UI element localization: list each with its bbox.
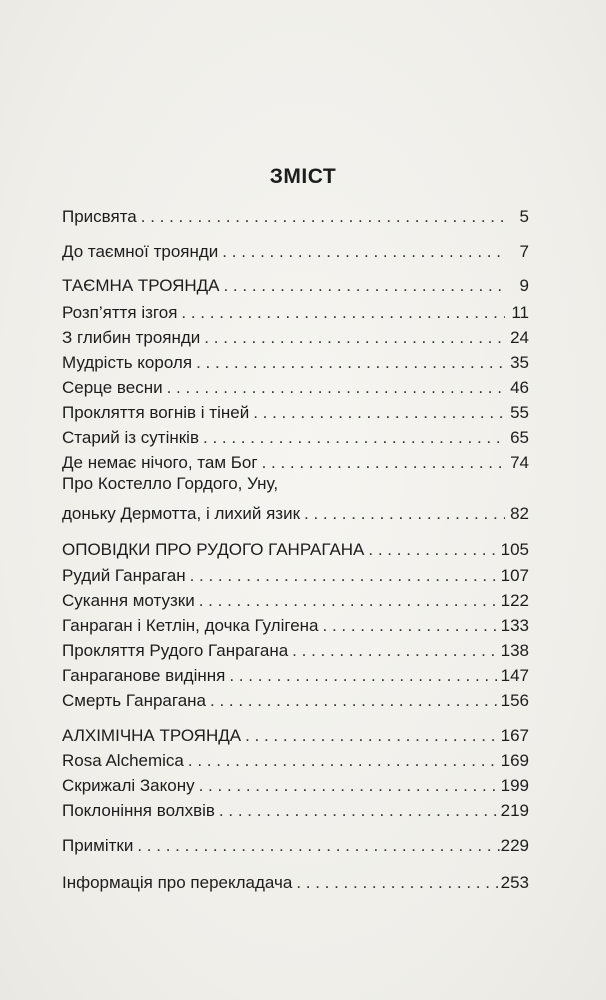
toc-entry-title: Скрижалі Закону	[62, 776, 195, 795]
toc-entry-title: З глибин троянди	[62, 328, 201, 347]
toc-entry-page: 167	[500, 726, 529, 745]
toc-entry-page: 147	[500, 666, 529, 685]
toc-leader-dots	[215, 801, 501, 821]
toc-entry	[62, 299, 529, 323]
toc-leader-dots	[364, 540, 500, 560]
toc-leader-dots	[319, 616, 501, 636]
toc-leader-dots	[206, 691, 501, 711]
toc-entry	[62, 832, 529, 856]
toc-entry-page: 156	[500, 691, 529, 710]
toc-entry	[62, 797, 529, 821]
toc-entry	[62, 324, 529, 348]
toc-leader-dots	[200, 328, 505, 348]
toc-entry-title: ТАЄМНА ТРОЯНДА	[62, 276, 220, 295]
toc-entry-title: Мудрість короля	[62, 353, 193, 372]
toc-leader-dots	[288, 641, 500, 661]
toc-entry-page: 9	[519, 276, 529, 295]
toc-entry-page: 24	[510, 328, 529, 347]
toc-entry-page: 7	[519, 242, 529, 261]
toc-entry-page: 199	[500, 776, 529, 795]
toc-leader-dots	[218, 242, 505, 262]
toc-leader-dots	[195, 591, 501, 611]
toc-leader-dots	[137, 207, 505, 227]
toc-entry	[62, 662, 529, 686]
toc-entry	[62, 687, 529, 711]
toc-section-heading	[62, 722, 529, 746]
toc-leader-dots	[177, 303, 505, 323]
toc-entry-title: ОПОВІДКИ ПРО РУДОГО ГАНРАГАНА	[62, 540, 365, 559]
toc-entry	[62, 349, 529, 373]
page-title: ЗМІСТ	[269, 165, 337, 188]
toc-entry	[62, 424, 529, 448]
toc-entry-page: 65	[510, 428, 529, 447]
toc-entry-title: Присвята	[62, 207, 137, 226]
toc-leader-dots	[219, 276, 505, 296]
toc-entry-title: Розп’яття ізгоя	[62, 303, 178, 322]
toc-entry-page: 82	[510, 504, 529, 523]
toc-entry-title: Де немає нічого, там Бог	[62, 453, 258, 472]
toc-entry-title: Сукання мотузки	[62, 591, 195, 610]
toc-entry-page: 138	[500, 641, 529, 660]
toc-entry-title: Старий із сутінків	[62, 428, 199, 447]
toc-entry-page: 35	[510, 353, 529, 372]
toc-entry-title: Ганраганове видіння	[62, 666, 226, 685]
toc-entry	[62, 562, 529, 586]
toc-entry-title-line1: Про Костелло Гордого, Уну,	[62, 474, 279, 493]
toc-entry-page: 107	[500, 566, 529, 585]
toc-leader-dots	[249, 403, 505, 423]
toc-entry	[62, 238, 529, 262]
toc-entry	[62, 772, 529, 796]
toc-entry-title: доньку Дермотта, і лихий язик	[62, 504, 301, 523]
toc-entry	[62, 399, 529, 423]
toc-entry	[62, 869, 529, 893]
toc-entry-title: АЛХІМІЧНА ТРОЯНДА	[62, 726, 242, 745]
toc-entry-page: 253	[500, 873, 529, 892]
toc-leader-dots	[258, 453, 505, 473]
toc-entry-page: 74	[510, 453, 529, 472]
toc-leader-dots	[225, 666, 500, 686]
toc-entry-title: До таємної троянди	[62, 242, 219, 261]
toc-entry	[62, 203, 529, 227]
toc-entry-title: Примітки	[62, 836, 134, 855]
toc-entry-page: 5	[519, 207, 529, 226]
toc-entry	[62, 449, 529, 473]
toc-section-heading	[62, 272, 529, 296]
toc-leader-dots	[241, 726, 501, 746]
toc-entry-page: 219	[500, 801, 529, 820]
toc-leader-dots	[199, 428, 505, 448]
toc-leader-dots	[195, 776, 501, 796]
toc-section-heading	[62, 536, 529, 560]
toc-leader-dots	[292, 873, 500, 893]
toc-entry-page: 46	[510, 378, 529, 397]
toc-entry-title: Інформація про перекладача	[62, 873, 293, 892]
toc-leader-dots	[300, 504, 505, 524]
toc-entry	[62, 374, 529, 398]
toc-entry-page: 105	[500, 540, 529, 559]
toc-leader-dots	[133, 836, 500, 856]
toc-entry	[62, 612, 529, 636]
toc-leader-dots	[184, 751, 501, 771]
toc-entry	[62, 637, 529, 661]
toc-entry-title: Rosa Alchemica	[62, 751, 184, 770]
toc-entry-page: 229	[500, 836, 529, 855]
toc-entry-page: 11	[511, 303, 529, 322]
toc-entry-title: Прокляття Рудого Ганрагана	[62, 641, 289, 660]
toc-entry	[62, 747, 529, 771]
toc-entry	[62, 500, 529, 524]
toc-entry-title: Прокляття вогнів і тіней	[62, 403, 250, 422]
toc-entry-title: Рудий Ганраган	[62, 566, 186, 585]
toc-entry-page: 169	[500, 751, 529, 770]
toc-entry-title: Поклоніння волхвів	[62, 801, 215, 820]
toc-entry-title: Смерть Ганрагана	[62, 691, 206, 710]
toc-leader-dots	[186, 566, 501, 586]
toc-entry	[62, 587, 529, 611]
toc-entry-page: 55	[510, 403, 529, 422]
toc-leader-dots	[192, 353, 505, 373]
toc-leader-dots	[163, 378, 505, 398]
toc-entry-page: 122	[500, 591, 529, 610]
toc-entry-title: Ганраган і Кетлін, дочка Гулігена	[62, 616, 319, 635]
toc-entry-page: 133	[500, 616, 529, 635]
toc-entry-title: Серце весни	[62, 378, 163, 397]
